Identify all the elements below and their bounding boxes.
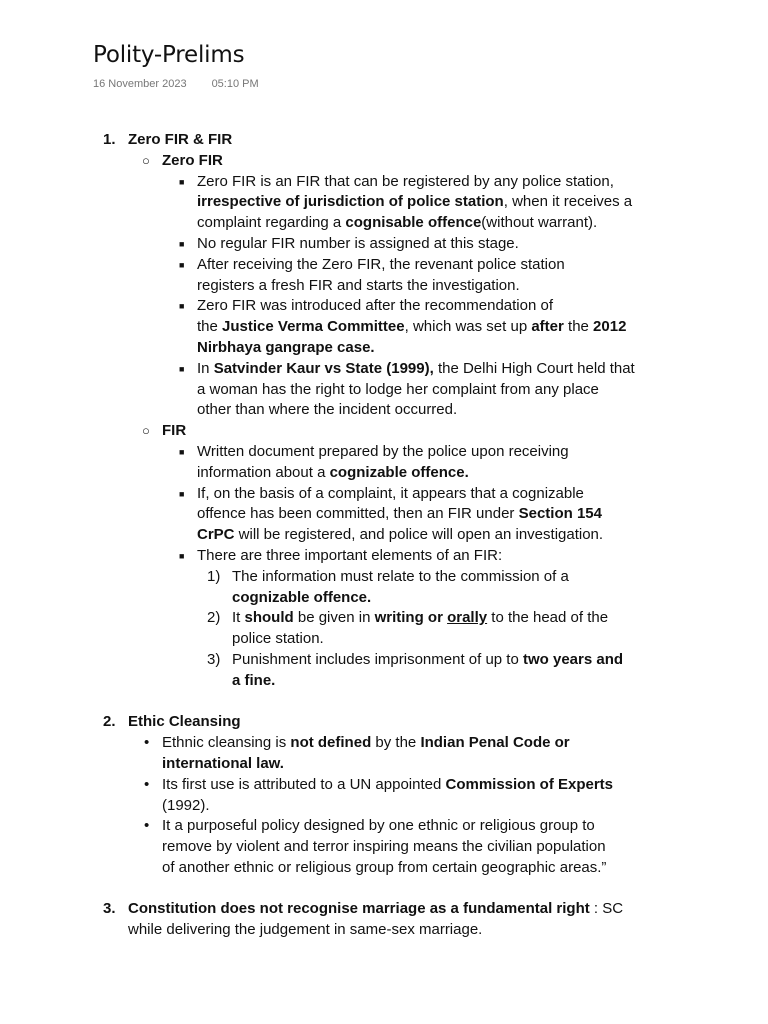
section-number: 2. [103, 713, 116, 731]
list-item: ■ There are three important elements of an FIR: [0, 546, 768, 567]
list-item: ■ If, on the basis of a complaint, it appears that a cognizable offence has been committed, then an FIR under Section 154 CrPC will be registered, and police will open an investigation. [179, 484, 604, 544]
square-bullet-icon: ■ [179, 301, 185, 312]
list-item: • Ethnic cleansing is not defined by the Indian Penal Code or international law. [144, 734, 570, 772]
square-bullet-icon: ■ [179, 259, 185, 270]
numbered-item: 2) It should be given in writing or orally to the head of the police station. [207, 609, 609, 648]
page-meta [93, 78, 259, 90]
square-bullet-icon: ■ [179, 238, 185, 249]
section-title: Ethic Cleansing [128, 713, 241, 731]
section-number: 1. [103, 131, 116, 148]
page-time: 05:10 PM [211, 78, 259, 90]
list-item: ■ Zero FIR was introduced after the recommendation of the Justice Verma Committee, which was set up after the 2012 Nirbhaya gangrape case. [179, 297, 627, 356]
note-body [0, 130, 768, 941]
square-bullet-icon: ■ [179, 488, 185, 499]
page-date: 16 November 2023 [93, 78, 187, 90]
item-number: 1) [207, 567, 221, 585]
numbered-item: 3) Punishment includes imprisonment of up to two years and a fine. [207, 650, 624, 689]
square-bullet-icon: ■ [179, 363, 185, 374]
list-item: • Its first use is attributed to a UN appointed Commission of Experts (1992). [144, 775, 614, 814]
section-title: Zero FIR & FIR [128, 131, 233, 148]
circle-bullet-icon: ○ [142, 152, 150, 168]
list-item: ■ Zero FIR is an FIR that can be registered by any police station, irrespective of jurisdiction of police station, when it receives a complaint regarding a cognisable offence(without warrant). [179, 172, 633, 232]
zero-fir-heading [0, 151, 768, 172]
item-number: 2) [207, 609, 221, 627]
section-title: Constitution does not recognise marriage as a fundamental right [128, 900, 590, 918]
list-item: • It a purposeful policy designed by one ethnic or religious group to remove by violent and terror inspiring means the civilian population of another ethnic or religious group from certain geographic areas.” [144, 817, 607, 876]
section-1-heading [0, 130, 768, 151]
section-3-heading: 3. Constitution does not recognise marriage as a fundamental right : SC while delivering the judgement in same-sex marriage. [103, 900, 624, 939]
square-bullet-icon: ■ [179, 446, 185, 457]
dot-bullet-icon: • [144, 775, 150, 793]
dot-bullet-icon: • [144, 817, 150, 835]
subheading: Zero FIR [162, 151, 223, 169]
page-title: Polity-Prelims [93, 42, 245, 68]
numbered-item: 1) The information must relate to the commission of a cognizable offence. [207, 567, 569, 606]
square-bullet-icon: ■ [179, 176, 185, 187]
list-item: ■ After receiving the Zero FIR, the revenant police station registers a fresh FIR and starts the investigation. [179, 255, 565, 294]
subheading: FIR [162, 422, 187, 440]
dot-bullet-icon: • [144, 734, 150, 752]
list-item: ■ Written document prepared by the police upon receiving information about a cognizable offence. [179, 442, 569, 481]
list-item: ■ No regular FIR number is assigned at this stage. [0, 234, 768, 255]
square-bullet-icon: ■ [179, 550, 185, 561]
section-number: 3. [103, 900, 116, 918]
item-number: 3) [207, 650, 221, 668]
fir-heading [0, 421, 768, 442]
circle-bullet-icon: ○ [142, 423, 150, 439]
section-2-heading [0, 712, 768, 733]
list-item: ■ In Satvinder Kaur vs State (1999), the Delhi High Court held that a woman has the right to lodge her complaint from any place other than where the incident occurred. [179, 359, 635, 419]
